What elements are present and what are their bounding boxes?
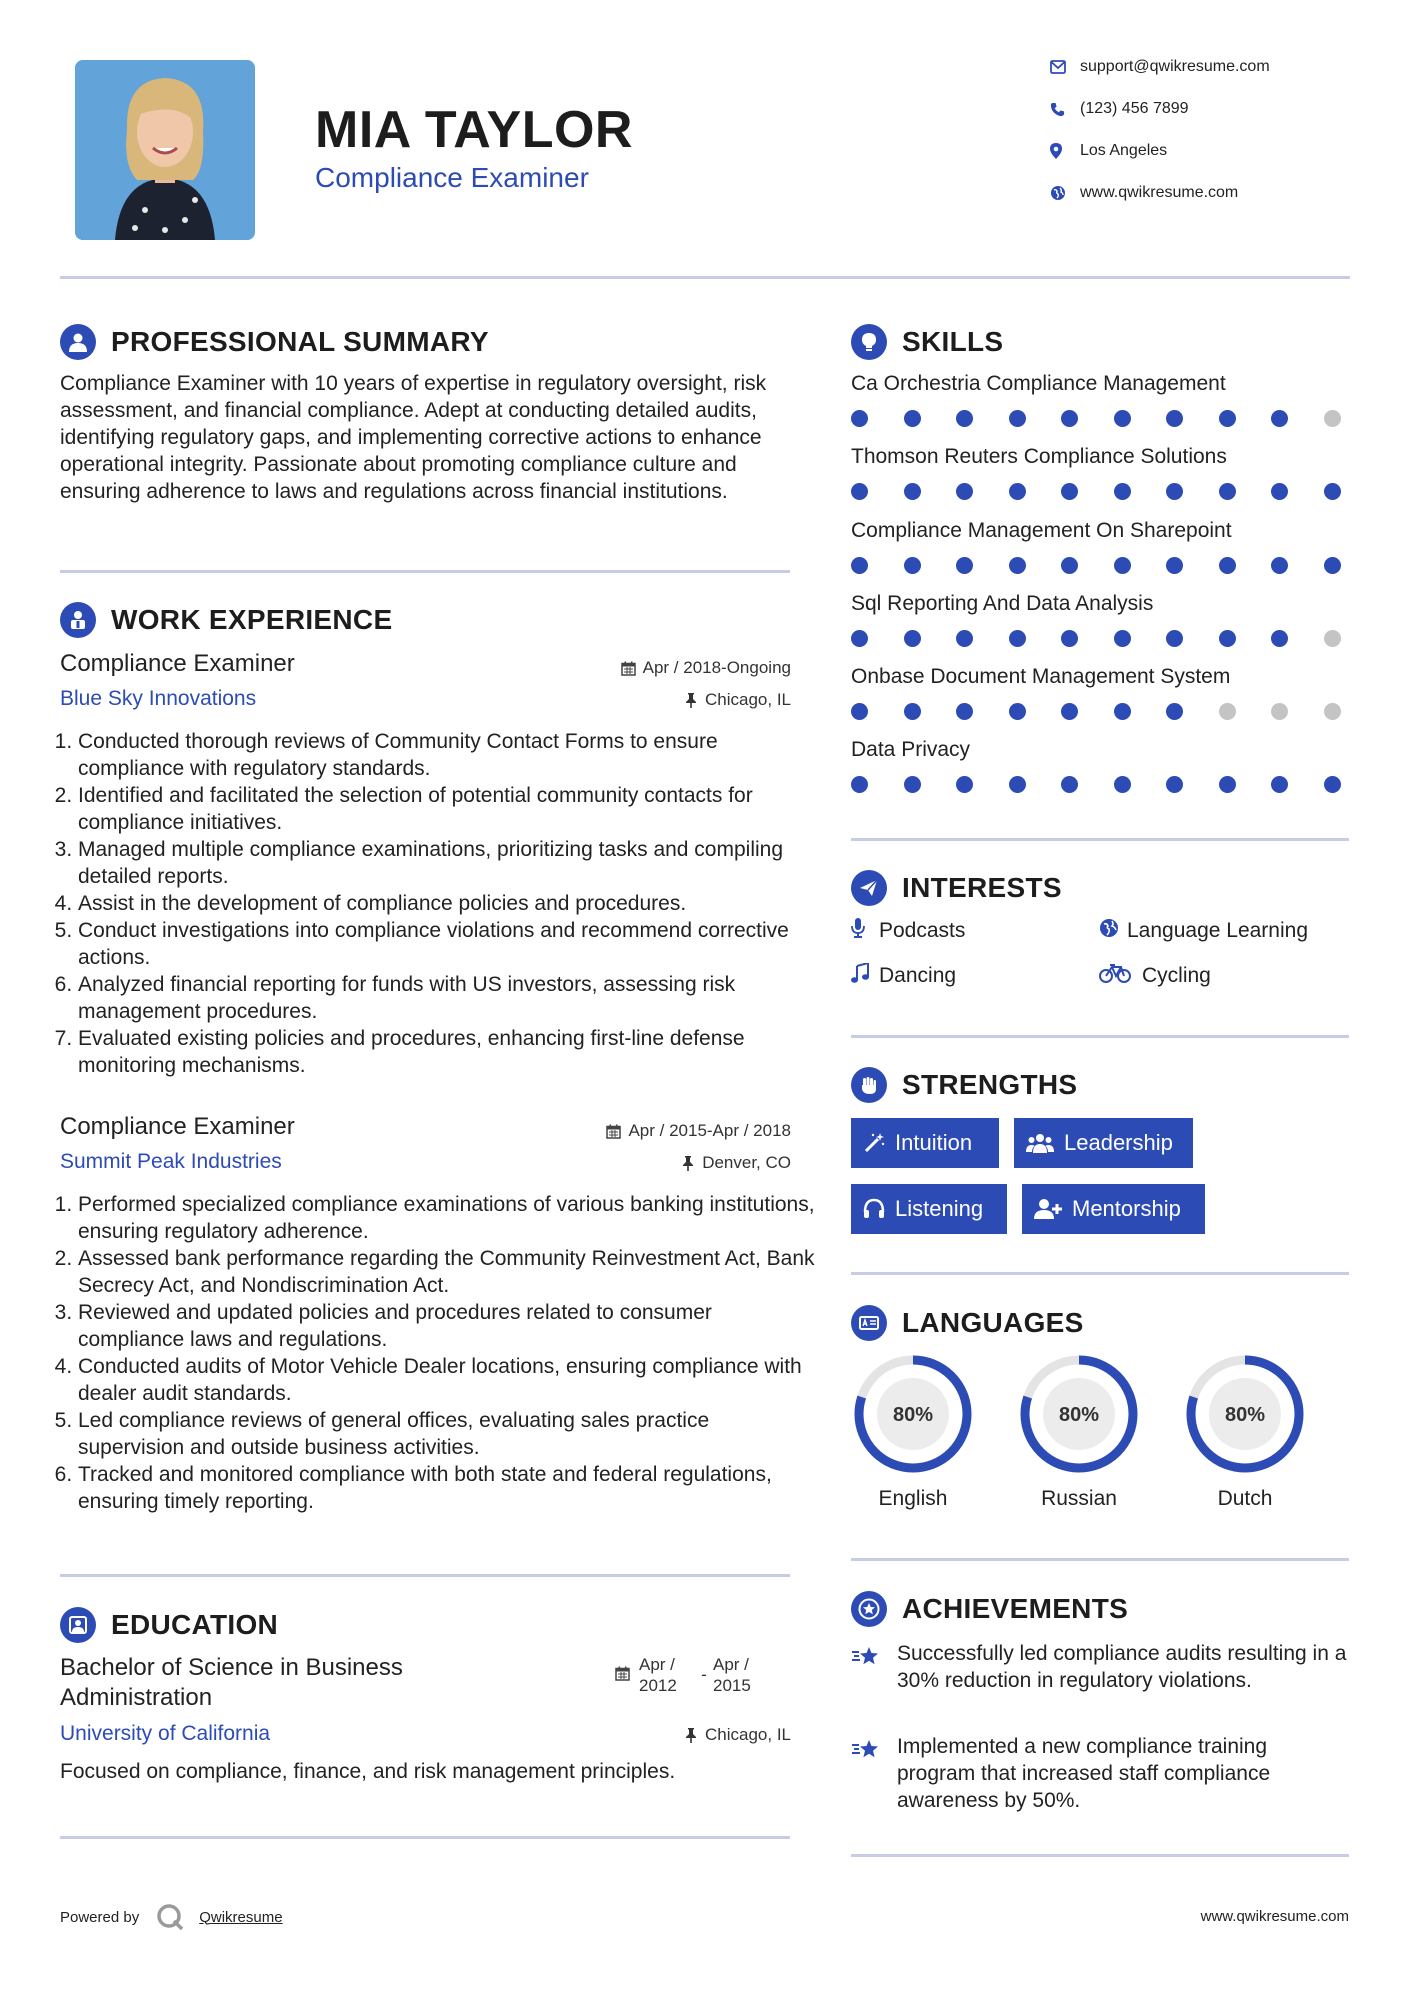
language-percent: 80% — [892, 1404, 934, 1426]
languages-divider — [851, 1558, 1349, 1561]
rating-dot-filled — [851, 703, 868, 720]
skill-rating — [851, 557, 1341, 574]
achievement-item: Implemented a new compliance training program that increased staff compliance awareness by 50%. — [851, 1733, 1351, 1814]
header-divider — [60, 276, 1350, 279]
rating-dot-filled — [1114, 703, 1131, 720]
rating-dot-filled — [1114, 557, 1131, 574]
language-name: Russian — [1041, 1487, 1117, 1510]
skill-rating — [851, 410, 1341, 427]
email-text: support@qwikresume.com — [1080, 58, 1270, 75]
qwikresume-link[interactable]: Qwikresume — [199, 1908, 283, 1926]
pushpin-icon — [682, 1156, 694, 1171]
phone-text: (123) 456 7899 — [1080, 100, 1189, 117]
rating-dot-filled — [851, 776, 868, 793]
education-end-date: Apr / 2015 — [713, 1655, 751, 1695]
strength-listening: Listening — [851, 1184, 1007, 1234]
candidate-name: MIA TAYLOR — [315, 101, 633, 159]
rating-dot-empty — [1219, 703, 1236, 720]
job-location: Chicago, IL — [685, 690, 791, 710]
rating-dot-filled — [1114, 776, 1131, 793]
rating-dot-filled — [851, 557, 868, 574]
footer-powered-by: Powered by Qwikresume — [60, 1902, 283, 1932]
rating-dot-filled — [851, 410, 868, 427]
rating-dot-filled — [1114, 410, 1131, 427]
language-name: English — [878, 1487, 948, 1510]
rating-dot-filled — [851, 483, 868, 500]
interest-language-learning: Language Learning — [1099, 918, 1308, 944]
interest-dancing: Dancing — [851, 963, 956, 989]
job-bullets — [60, 728, 818, 1079]
education-description: Focused on compliance, finance, and risk management principles. — [60, 1760, 676, 1783]
pushpin-icon — [685, 1728, 697, 1743]
website-text: www.qwikresume.com — [1080, 184, 1239, 201]
achievements-heading: ACHIEVEMENTS — [902, 1593, 1129, 1624]
rating-dot-empty — [1324, 703, 1341, 720]
company-name: Blue Sky Innovations — [60, 687, 257, 710]
rating-dot-filled — [1061, 630, 1078, 647]
envelope-icon — [1050, 60, 1066, 74]
rating-dot-filled — [1271, 483, 1288, 500]
rating-dot-filled — [1271, 557, 1288, 574]
skill-name: Compliance Management On Sharepoint — [851, 518, 1232, 542]
phone-icon — [1050, 102, 1065, 117]
company-name: Summit Peak Industries — [60, 1150, 282, 1173]
rating-dot-filled — [956, 483, 973, 500]
rating-dot-filled — [1324, 776, 1341, 793]
contact-email[interactable] — [1050, 58, 1270, 76]
skill-name: Ca Orchestria Compliance Management — [851, 372, 1226, 395]
school-name: University of California — [60, 1722, 271, 1745]
rating-dot-filled — [1166, 630, 1183, 647]
rating-dot-filled — [956, 557, 973, 574]
list-item: 2. Assessed bank performance regarding the Community Reinvestment Act, Bank Secrecy Act, and Nondiscrimination Act. — [78, 1245, 818, 1299]
globe-icon — [1099, 918, 1119, 938]
language-icon — [851, 1305, 887, 1341]
user-icon — [60, 324, 96, 360]
rating-dot-filled — [1009, 483, 1026, 500]
strength-leadership: Leadership — [1014, 1118, 1193, 1168]
list-item: 4. Conducted audits of Motor Vehicle Dealer locations, ensuring compliance with dealer audit standards. — [78, 1353, 818, 1407]
list-item: 1. Conducted thorough reviews of Community Contact Forms to ensure compliance with regulatory standards. — [78, 728, 818, 782]
achievements-divider — [851, 1854, 1349, 1857]
list-item: 2. Identified and facilitated the selection of potential community contacts for compliance initiatives. — [78, 782, 818, 836]
skills-list — [851, 372, 1351, 812]
rating-dot-filled — [851, 630, 868, 647]
rating-dot-filled — [1271, 630, 1288, 647]
skill-name: Sql Reporting And Data Analysis — [851, 591, 1154, 615]
strengths-heading: STRENGTHS — [902, 1069, 1078, 1100]
candidate-title: Compliance Examiner — [315, 162, 589, 193]
skill-rating — [851, 776, 1341, 793]
rating-dot-filled — [1009, 410, 1026, 427]
skill-item — [851, 519, 1351, 592]
rating-dot-filled — [1061, 703, 1078, 720]
skill-item — [851, 592, 1351, 665]
rating-dot-filled — [1219, 557, 1236, 574]
languages-heading: LANGUAGES — [902, 1307, 1084, 1338]
job-title: Compliance Examiner — [60, 1113, 295, 1140]
users-icon — [1026, 1132, 1054, 1154]
interests-heading: INTERESTS — [902, 872, 1062, 903]
job-bullets — [60, 1191, 818, 1515]
pushpin-icon — [685, 693, 697, 708]
rating-dot-filled — [1219, 776, 1236, 793]
skill-name: Onbase Document Management System — [851, 665, 1231, 689]
contact-phone[interactable] — [1050, 100, 1189, 118]
summary-divider — [60, 570, 790, 573]
skill-item — [851, 665, 1351, 738]
education-location: Chicago, IL — [685, 1725, 791, 1745]
skill-item — [851, 738, 1351, 811]
star-badge-icon — [851, 1591, 887, 1627]
rating-dot-filled — [1009, 776, 1026, 793]
qwikresume-logo-icon — [155, 1902, 185, 1932]
language-percent: 80% — [1224, 1404, 1266, 1426]
job-location: Denver, CO — [682, 1153, 791, 1173]
lightbulb-icon — [851, 324, 887, 360]
rating-dot-filled — [1114, 483, 1131, 500]
list-item: 7. Evaluated existing policies and procedures, enhancing first-line defense monitoring mechanisms. — [78, 1025, 818, 1079]
location-text: Los Angeles — [1080, 142, 1168, 159]
rating-dot-filled — [1166, 410, 1183, 427]
rating-dot-empty — [1324, 630, 1341, 647]
job-dates: Apr / 2015-Apr / 2018 — [606, 1121, 791, 1141]
list-item: 3. Reviewed and updated policies and procedures related to consumer compliance laws and regulations. — [78, 1299, 818, 1353]
globe-icon — [1050, 185, 1066, 201]
user-plus-icon — [1034, 1198, 1062, 1220]
language-item — [1017, 1352, 1141, 1511]
rating-dot-filled — [1061, 483, 1078, 500]
rating-dot-filled — [904, 776, 921, 793]
rating-dot-filled — [1061, 410, 1078, 427]
graduate-icon — [60, 1607, 96, 1643]
rating-dot-filled — [956, 776, 973, 793]
rating-dot-filled — [1219, 630, 1236, 647]
list-item: 3. Managed multiple compliance examinations, prioritizing tasks and compiling detailed reports. — [78, 836, 818, 890]
job-dates: Apr / 2018-Ongoing — [621, 658, 791, 678]
bicycle-icon — [1099, 963, 1131, 983]
fist-icon — [851, 1067, 887, 1103]
interest-cycling: Cycling — [1099, 963, 1211, 989]
paper-plane-icon — [851, 870, 887, 906]
rating-dot-filled — [904, 410, 921, 427]
summary-heading: PROFESSIONAL SUMMARY — [111, 326, 489, 357]
language-progress-ring — [1183, 1352, 1307, 1476]
rating-dot-filled — [956, 410, 973, 427]
rating-dot-filled — [1219, 410, 1236, 427]
rating-dot-filled — [1114, 630, 1131, 647]
briefcase-user-icon — [60, 602, 96, 638]
language-progress-ring — [851, 1352, 975, 1476]
rating-dot-filled — [904, 703, 921, 720]
rating-dot-filled — [904, 557, 921, 574]
rating-dot-filled — [904, 630, 921, 647]
language-item — [1183, 1352, 1307, 1511]
microphone-icon — [851, 918, 865, 938]
skill-item — [851, 445, 1351, 518]
skill-item — [851, 372, 1351, 445]
rating-dot-filled — [904, 483, 921, 500]
rating-dot-filled — [956, 630, 973, 647]
achievement-item: Successfully led compliance audits resulting in a 30% reduction in regulatory violations. — [851, 1640, 1351, 1694]
list-item: 5. Conduct investigations into compliance violations and recommend corrective actions. — [78, 917, 818, 971]
list-item: 6. Tracked and monitored compliance with both state and federal regulations, ensuring timely reporting. — [78, 1461, 818, 1515]
education-divider — [60, 1836, 790, 1839]
job-title: Compliance Examiner — [60, 650, 295, 677]
rating-dot-filled — [1271, 410, 1288, 427]
strength-intuition: Intuition — [851, 1118, 999, 1168]
rating-dot-filled — [1166, 483, 1183, 500]
rating-dot-filled — [1324, 483, 1341, 500]
degree-title: Bachelor of Science in Business Administration — [60, 1654, 403, 1711]
rating-dot-filled — [1061, 776, 1078, 793]
rating-dot-filled — [1061, 557, 1078, 574]
magic-wand-icon — [863, 1132, 885, 1154]
contact-website[interactable] — [1050, 184, 1238, 202]
skill-rating — [851, 703, 1341, 720]
rating-dot-filled — [1166, 776, 1183, 793]
language-name: Dutch — [1217, 1487, 1273, 1510]
skill-name: Data Privacy — [851, 738, 971, 762]
strengths-divider — [851, 1272, 1349, 1275]
education-start-date: Apr / 2012 — [639, 1655, 677, 1695]
shooting-star-icon — [851, 1737, 883, 1763]
rating-dot-filled — [1271, 776, 1288, 793]
footer-website[interactable]: www.qwikresume.com — [1200, 1908, 1349, 1925]
music-note-icon — [851, 963, 869, 983]
language-item — [851, 1352, 975, 1511]
calendar-icon — [606, 1124, 621, 1139]
calendar-icon — [621, 661, 636, 676]
profile-photo — [75, 60, 255, 240]
list-item: 5. Led compliance reviews of general offices, evaluating sales practice supervision and outside business activities. — [78, 1407, 818, 1461]
experience-heading: WORK EXPERIENCE — [111, 604, 393, 635]
education-heading: EDUCATION — [111, 1609, 279, 1640]
skills-divider — [851, 838, 1349, 841]
rating-dot-filled — [1009, 630, 1026, 647]
skill-name: Thomson Reuters Compliance Solutions — [851, 445, 1227, 469]
calendar-icon — [615, 1666, 630, 1681]
education-dates: Apr / 2012 - Apr / 2015 — [615, 1654, 761, 1696]
language-progress-ring — [1017, 1352, 1141, 1476]
list-item: 6. Analyzed financial reporting for funds with US investors, assessing risk management procedures. — [78, 971, 818, 1025]
skill-rating — [851, 483, 1341, 500]
rating-dot-filled — [956, 703, 973, 720]
rating-dot-filled — [1166, 557, 1183, 574]
list-item: 1. Performed specialized compliance examinations of various banking institutions, ensuring regulatory adherence. — [78, 1191, 818, 1245]
headphones-icon — [863, 1198, 885, 1220]
skills-heading: SKILLS — [902, 326, 1004, 357]
rating-dot-empty — [1324, 410, 1341, 427]
summary-text: Compliance Examiner with 10 years of expertise in regulatory oversight, risk assessment, and financial compliance. Adept at conducting detailed audits, identifying regulatory gaps, and implementing corrective actions to enhance operational integrity. Passionate about promoting compliance culture and ensuring adherence to laws and regulations across financial institutions. — [60, 372, 767, 503]
language-percent: 80% — [1058, 1404, 1100, 1426]
strength-mentorship: Mentorship — [1022, 1184, 1205, 1234]
contact-location — [1050, 142, 1167, 160]
interest-podcasts: Podcasts — [851, 918, 965, 944]
rating-dot-filled — [1219, 483, 1236, 500]
rating-dot-filled — [1009, 557, 1026, 574]
rating-dot-empty — [1271, 703, 1288, 720]
skill-rating — [851, 630, 1341, 647]
experience-divider — [60, 1574, 790, 1577]
rating-dot-filled — [1009, 703, 1026, 720]
list-item: 4. Assist in the development of compliance policies and procedures. — [78, 890, 818, 917]
interests-divider — [851, 1035, 1349, 1038]
rating-dot-filled — [1166, 703, 1183, 720]
rating-dot-filled — [1324, 557, 1341, 574]
map-pin-icon — [1050, 143, 1062, 159]
shooting-star-icon — [851, 1644, 883, 1670]
